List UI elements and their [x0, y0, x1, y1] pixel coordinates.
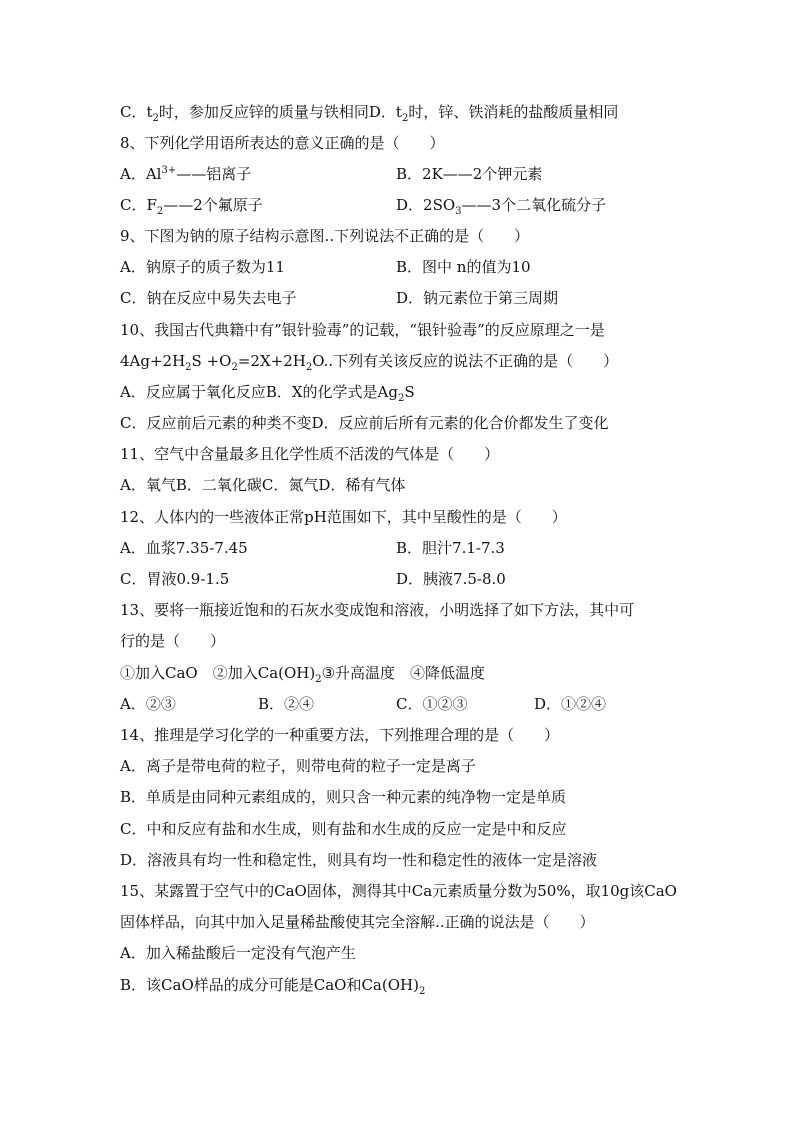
subscript: 2	[401, 113, 409, 124]
text: ③升高温度 ④降低温度	[321, 664, 486, 682]
subscript: 3	[455, 206, 462, 217]
subscript: 2	[305, 362, 313, 373]
q8-option-c	[120, 195, 263, 215]
subscript: 2	[152, 113, 159, 124]
q13-option-b: B．②④	[258, 695, 315, 713]
question-15: 15、某露置于空气中的CaO固体，测得其中Ca元素质量分数为50%，取10g该CaO	[120, 882, 677, 900]
text: S	[404, 383, 415, 401]
q14-option-d: D．溶液具有均一性和稳定性，则具有均一性和稳定性的液体一定是溶液	[120, 851, 598, 869]
q14-option-a: A．离子是带电荷的粒子，则带电荷的粒子一定是离子	[120, 757, 476, 775]
subscript: 2	[185, 362, 192, 373]
q13-option-c: C．①②③	[396, 695, 468, 713]
q10-option-cd: C．反应前后元素的种类不变D．反应前后所有元素的化合价都发生了变化	[120, 414, 609, 432]
q12-option-b: B．胆汁7.1-7.3	[396, 539, 505, 557]
q10-equation	[120, 351, 618, 371]
text: ——2个氟原子	[163, 196, 263, 214]
question-15-cont: 固体样品，向其中加入足量稀盐酸使其完全溶解..正确的说法是（ ）	[120, 913, 595, 931]
question-13-cont: 行的是（ ）	[120, 632, 226, 650]
q15-option-a: A．加入稀盐酸后一定没有气泡产生	[120, 944, 356, 962]
question-10: 10、我国古代典籍中有”银针验毒”的记载，“银针验毒”的反应原理之一是	[120, 321, 605, 339]
text: 时，锌、铁消耗的盐酸质量相同	[408, 103, 619, 121]
q11-options: A．氧气B．二氧化碳C．氮气D．稀有气体	[120, 476, 406, 494]
q8-option-d	[396, 195, 606, 215]
q9-option-a: A．钠原子的质子数为11	[120, 258, 285, 276]
question-12: 12、人体内的一些液体正常pH范围如下，其中呈酸性的是（ ）	[120, 508, 567, 526]
q15-option-b	[120, 975, 425, 995]
text: ——3个二氧化硫分子	[461, 196, 607, 214]
q8-option-a	[120, 164, 251, 184]
text: 4Ag+2H	[120, 352, 186, 370]
q13-method-list	[120, 663, 485, 683]
text: B．该CaO样品的成分可能是CaO和Ca(OH)	[120, 976, 419, 994]
q14-option-c: C．中和反应有盐和水生成，则有盐和水生成的反应一定是中和反应	[120, 820, 567, 838]
text: A．Al	[120, 165, 162, 183]
text: C．F	[120, 196, 157, 214]
text: S +O	[191, 352, 232, 370]
superscript: 3+	[161, 165, 177, 176]
q8-option-b: B．2K——2个钾元素	[396, 165, 543, 183]
text: O..下列有关该反应的说法不正确的是（ ）	[312, 352, 619, 370]
q12-option-c: C．胃液0.9-1.5	[120, 570, 230, 588]
question-8: 8、下列化学用语所表达的意义正确的是（ ）	[120, 134, 445, 152]
q10-option-ab	[120, 382, 415, 402]
text: ——铝离子	[176, 165, 252, 183]
question-9: 9、下图为钠的原子结构示意图..下列说法不正确的是（ ）	[120, 227, 530, 245]
q14-option-b: B．单质是由同种元素组成的，则只含一种元素的纯净物一定是单质	[120, 788, 567, 806]
text: 时，参加反应锌的质量与铁相同D．t	[158, 103, 402, 121]
subscript: 2	[397, 393, 405, 404]
question-14: 14、推理是学习化学的一种重要方法，下列推理合理的是（ ）	[120, 726, 560, 744]
q12-option-d: D．胰液7.5-8.0	[396, 570, 506, 588]
text: C．t	[120, 103, 153, 121]
q13-option-d: D．①②④	[534, 695, 607, 713]
text: ①加入CaO ②加入Ca(OH)	[120, 664, 316, 682]
q9-option-d: D．钠元素位于第三周期	[396, 289, 559, 307]
subscript: 2	[231, 362, 238, 373]
text: =2X+2H	[237, 352, 306, 370]
subscript: 2	[418, 986, 426, 997]
subscript: 2	[315, 674, 322, 685]
question-11: 11、空气中含量最多且化学性质不活泼的气体是（ ）	[120, 445, 500, 463]
subscript: 2	[156, 206, 164, 217]
text: D．2SO	[396, 196, 456, 214]
q12-option-a: A．血浆7.35-7.45	[120, 539, 248, 557]
q13-option-a: A．②③	[120, 695, 176, 713]
text: A．反应属于氧化反应B．X的化学式是Ag	[120, 383, 398, 401]
q9-option-c: C．钠在反应中易失去电子	[120, 289, 297, 307]
q9-option-b: B．图中 n的值为10	[396, 258, 531, 276]
question-13: 13、要将一瓶接近饱和的石灰水变成饱和溶液，小明选择了如下方法，其中可	[120, 601, 635, 619]
q7-option-cd	[120, 102, 618, 122]
